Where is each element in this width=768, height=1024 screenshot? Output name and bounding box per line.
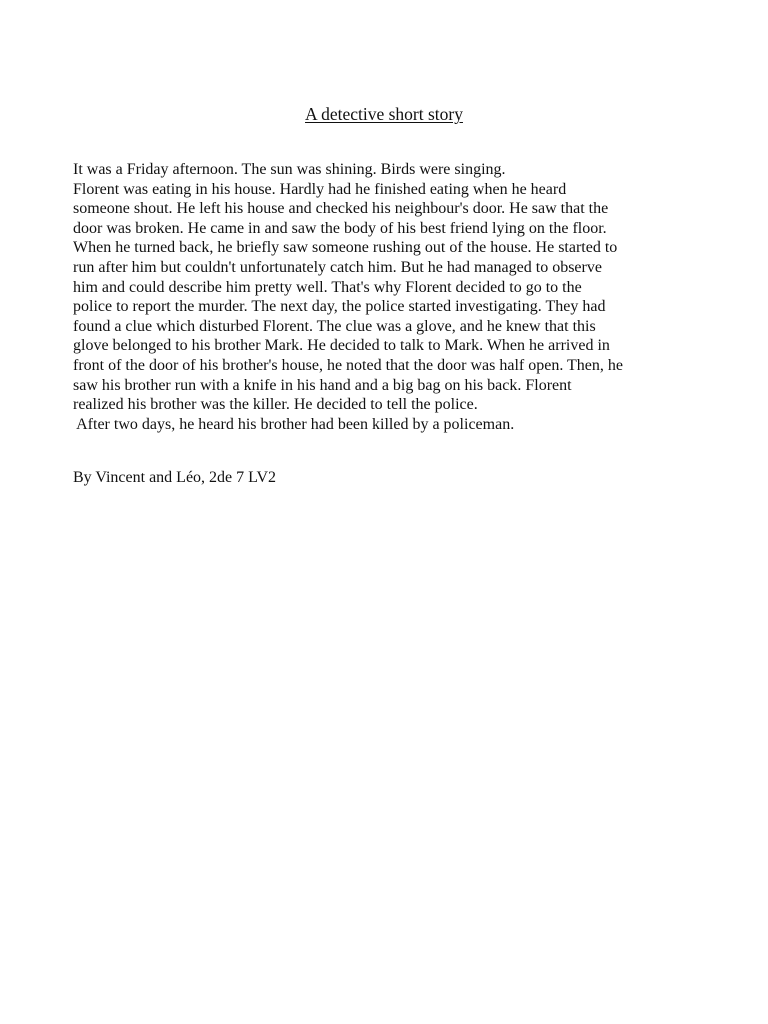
story-line: realized his brother was the killer. He decided to tell the police. [73, 396, 478, 414]
story-line: door was broken. He came in and saw the body of his best friend lying on the floor. [73, 219, 607, 237]
story-line: When he turned back, he briefly saw someone rushing out of the house. He started to [73, 239, 618, 257]
story-line: It was a Friday afternoon. The sun was shining. Birds were singing. [73, 161, 506, 178]
story-line: front of the door of his brother's house, he noted that the door was half open. Then, he [73, 356, 624, 374]
document-title: A detective short story [305, 104, 463, 124]
story-body [73, 160, 713, 434]
story-line: police to report the murder. The next day, the police started investigating. They had [73, 298, 606, 316]
story-line: After two days, he heard his brother had been killed by a policeman. [73, 415, 515, 433]
story-line: glove belonged to his brother Mark. He decided to talk to Mark. When he arrived in [73, 337, 610, 355]
story-line: saw his brother run with a knife in his hand and a big bag on his back. Florent [73, 376, 572, 394]
story-line: someone shout. He left his house and checked his neighbour's door. He saw that the [73, 200, 609, 218]
story-line: found a clue which disturbed Florent. The clue was a glove, and he knew that this [73, 317, 596, 335]
author-byline: By Vincent and Léo, 2de 7 LV2 [73, 469, 277, 486]
story-line: Florent was eating in his house. Hardly had he finished eating when he heard [73, 180, 567, 198]
story-line: run after him but couldn't unfortunately catch him. But he had managed to observe [73, 258, 602, 276]
story-line: him and could describe him pretty well. That's why Florent decided to go to the [73, 278, 582, 296]
